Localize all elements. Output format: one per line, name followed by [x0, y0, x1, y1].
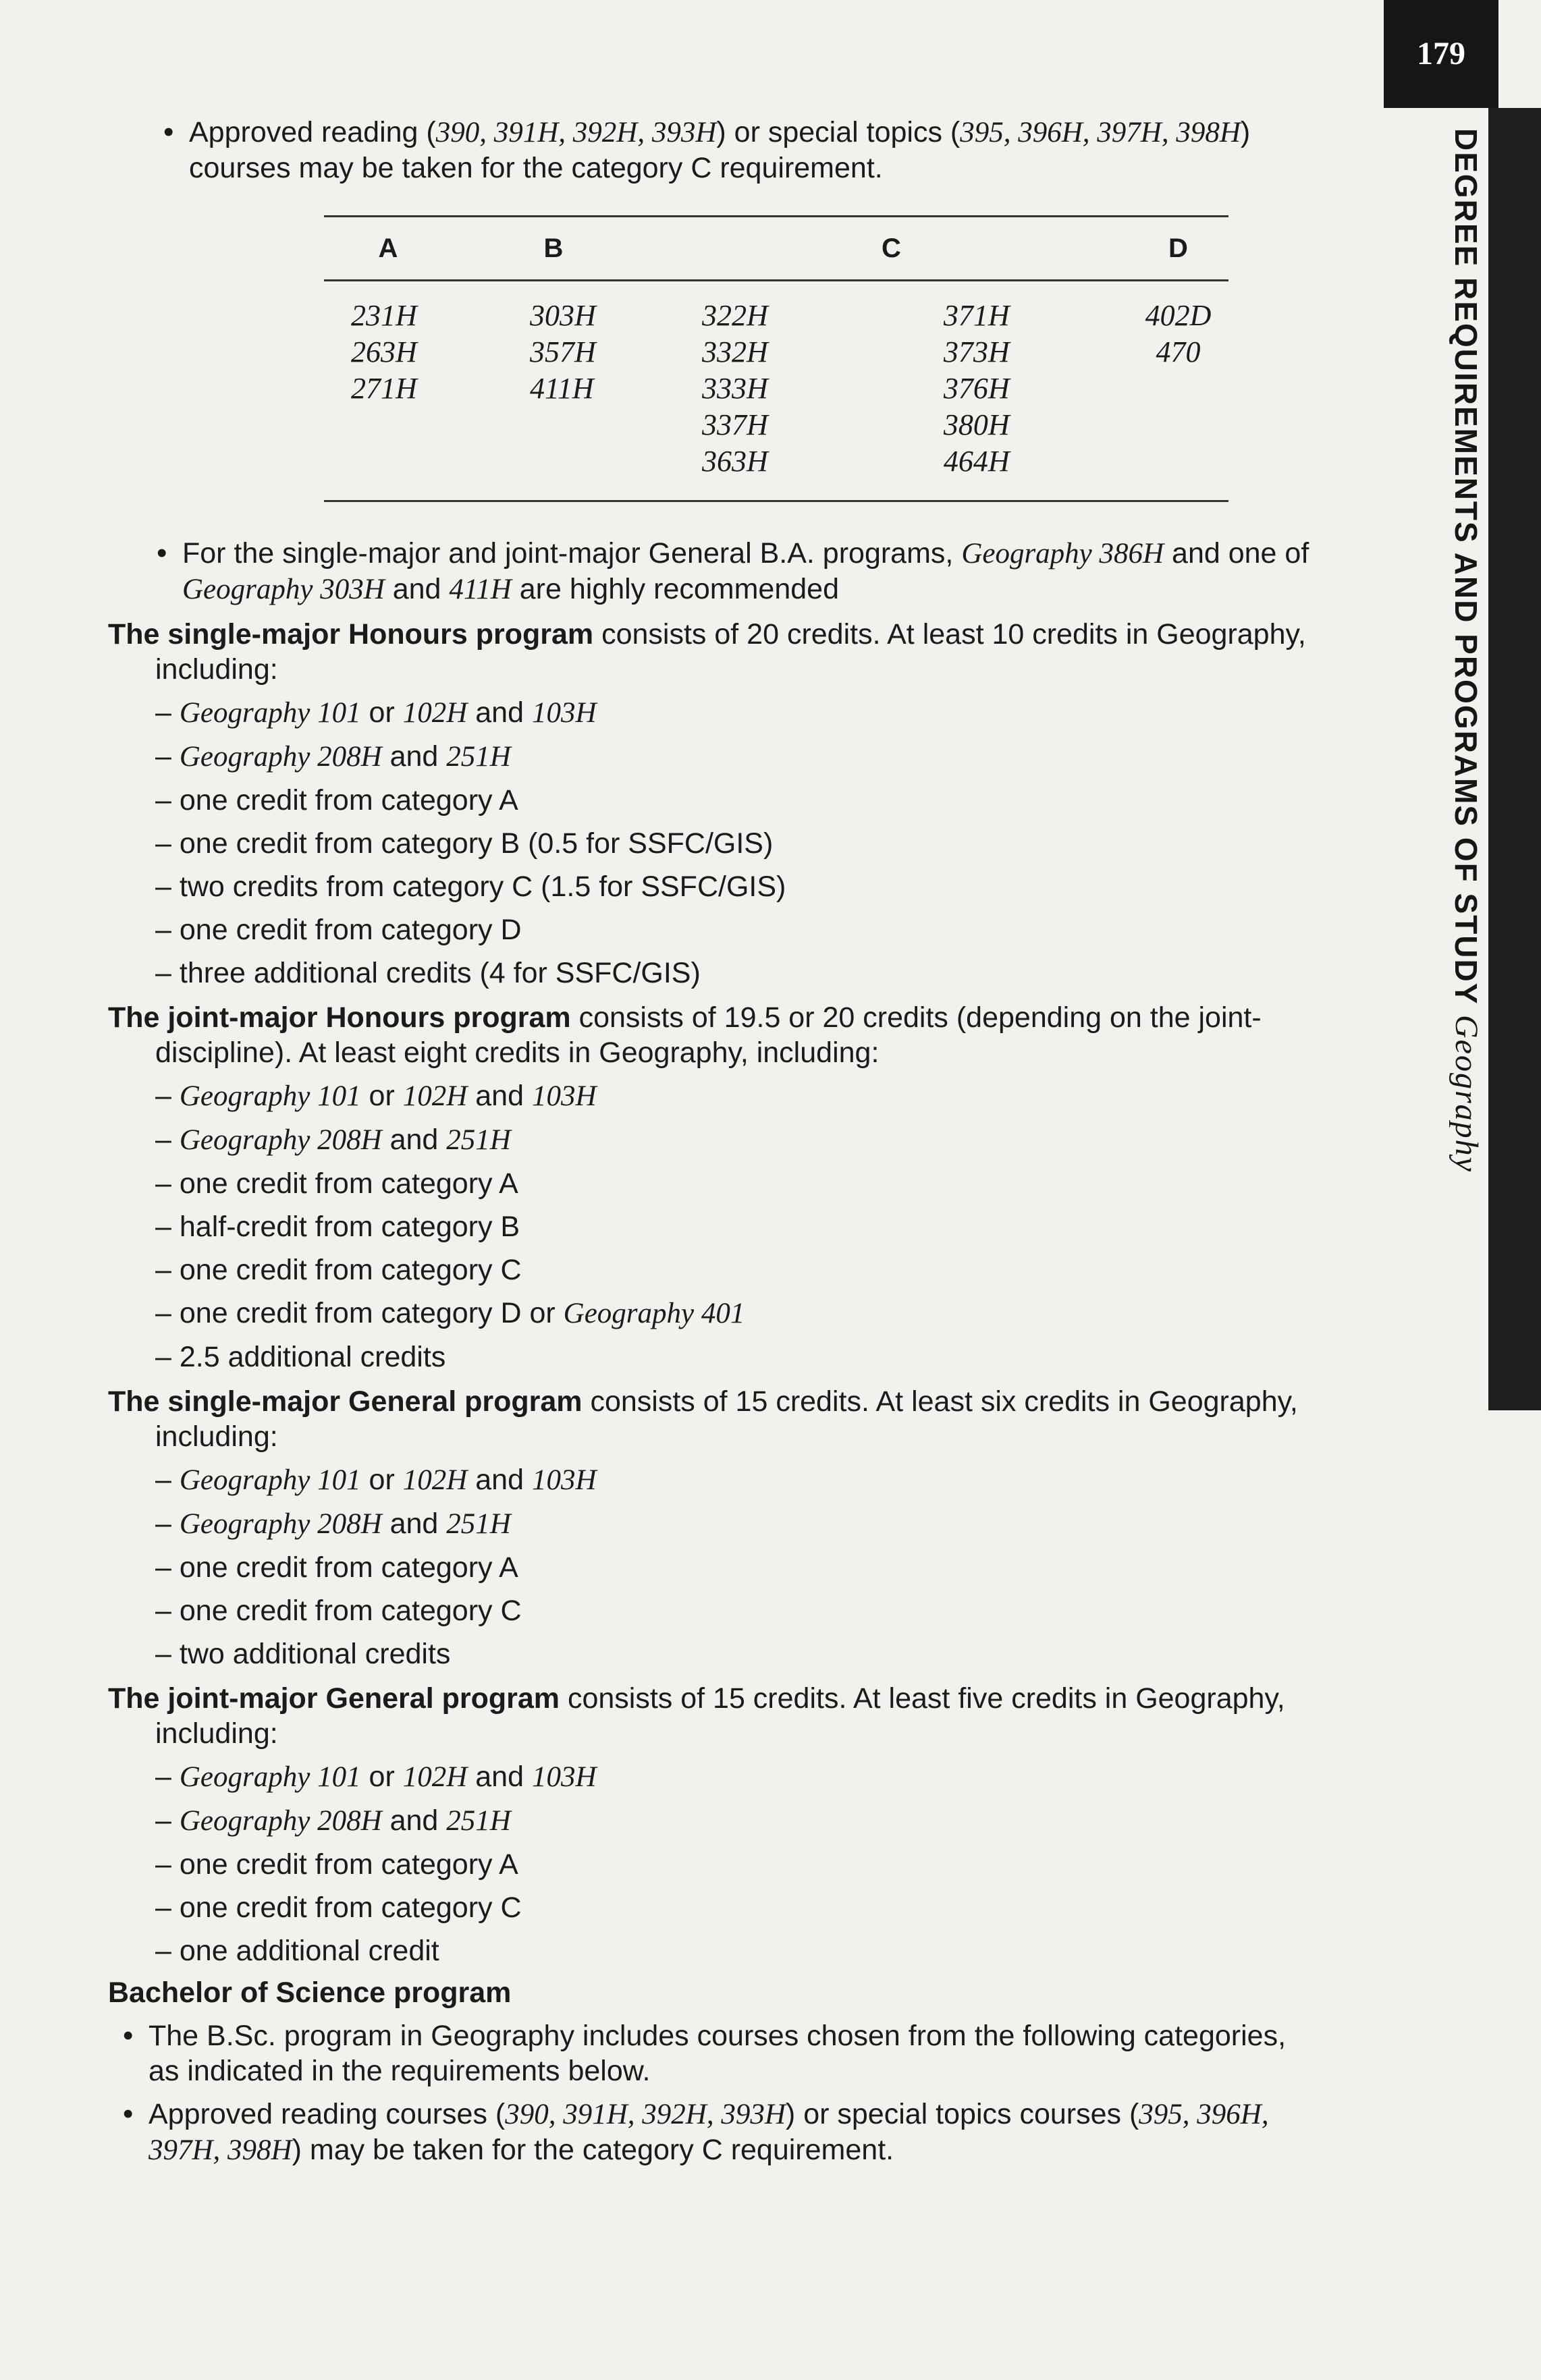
program-desc: consists of 19.5 or 20 credits (depending on the joint- [570, 1001, 1262, 1034]
text: Approved reading ( [189, 116, 436, 148]
program-joint-major-general [108, 1681, 1350, 1968]
bsc-heading: Bachelor of Science program [108, 1976, 512, 2009]
text-italic: 102H [402, 1761, 468, 1793]
text: one credit from category B (0.5 for SSFC/GIS) [179, 827, 774, 860]
text: and [381, 740, 447, 773]
text-italic: 390, 391H, 392H, 393H [435, 117, 717, 148]
text-italic: Geography 101 [179, 1080, 361, 1112]
program-title: The single-major General program [108, 1385, 583, 1418]
table-cell: 271H [351, 372, 417, 405]
text-italic: Geography 386H [961, 538, 1164, 570]
table-cell: 231H [351, 299, 417, 332]
list-item: – Geography 208H and 251H [155, 1507, 511, 1540]
table-col-b [452, 281, 655, 501]
text-italic: 102H [402, 1080, 468, 1112]
table-header-d: D [1128, 217, 1228, 281]
table-cell: 371H [943, 299, 1010, 332]
category-table [324, 215, 1228, 502]
text: and [467, 1761, 532, 1793]
table-cell: 337H [702, 408, 768, 441]
program-heading [108, 1681, 1350, 1716]
table-cell: 332H [702, 335, 768, 368]
program-heading [108, 1384, 1350, 1419]
text: two additional credits [179, 1638, 451, 1670]
text: two credits from category C (1.5 for SSFC/GIS) [179, 870, 786, 903]
table-col-c2 [923, 281, 1128, 501]
list-item: – one credit from category C [155, 1254, 522, 1286]
ba-bullet [142, 536, 1350, 607]
text-italic: Geography 208H [179, 741, 382, 773]
text-italic: 102H [402, 697, 468, 729]
intro-bullet [148, 115, 1350, 186]
program-heading [108, 1000, 1350, 1035]
text-italic: Geography 101 [179, 697, 361, 729]
text: and one of [1164, 537, 1309, 570]
text: one credit from category C [179, 1254, 522, 1286]
table-cell: 470 [1156, 335, 1201, 368]
text-italic: 103H [531, 1761, 597, 1793]
text: one credit from category A [179, 1167, 518, 1200]
table-col-c1 [655, 281, 923, 501]
program-joint-major-honours [108, 1000, 1350, 1375]
text-italic: Geography 101 [179, 1761, 361, 1793]
text: or [360, 696, 403, 729]
list-item: – one credit from category A [155, 784, 518, 817]
text: one credit from category A [179, 1551, 518, 1584]
text-italic: Geography 401 [563, 1298, 745, 1329]
list-item: – two additional credits [155, 1638, 451, 1670]
program-desc: consists of 15 credits. At least six credits in Geography, [582, 1385, 1298, 1418]
text: ) or special topics courses ( [785, 2098, 1139, 2130]
table-header-a: A [324, 217, 452, 281]
page-content [108, 115, 1350, 2168]
text-italic: 103H [531, 1080, 597, 1112]
table-cell: 376H [943, 372, 1010, 405]
program-desc: consists of 15 credits. At least five credits in Geography, [560, 1682, 1285, 1715]
text: For the single-major and joint-major General B.A. programs, [182, 537, 962, 570]
table-cell: 363H [702, 445, 768, 478]
table-header-c: C [655, 217, 1128, 281]
text: 2.5 additional credits [179, 1341, 446, 1373]
program-desc-cont: including: [155, 653, 278, 686]
text-italic: 395, 396H, 397H, 398H [960, 117, 1241, 148]
table-cell: 373H [943, 335, 1010, 368]
text: or [360, 1080, 403, 1112]
table-cell: 263H [351, 335, 417, 368]
program-title: The joint-major Honours program [108, 1001, 571, 1034]
list-item: – one credit from category D or Geography 401 [155, 1297, 745, 1329]
text: and [384, 573, 450, 605]
text-italic: Geography 208H [179, 1508, 382, 1540]
side-title-main: DEGREE REQUIREMENTS AND PROGRAMS OF STUDY [1449, 128, 1484, 1005]
list-item: – one credit from category D [155, 914, 522, 946]
list-item: – Geography 101 or 102H and 103H [155, 1464, 597, 1496]
text: or [360, 1464, 403, 1496]
table-cell: 303H [530, 299, 596, 332]
text-italic: 390, 391H, 392H, 393H [505, 2099, 786, 2130]
text: one credit from category A [179, 784, 518, 817]
text: one credit from category A [179, 1848, 518, 1881]
list-item: – one credit from category A [155, 1848, 518, 1881]
table-cell: 402D [1145, 299, 1212, 332]
side-tab-band [1488, 108, 1541, 1410]
table-cell: 333H [702, 372, 768, 405]
program-desc-cont: discipline). At least eight credits in Geography, including: [155, 1036, 880, 1069]
page-number: 179 [1384, 0, 1498, 108]
text: one credit from category C [179, 1891, 522, 1924]
list-item: – 2.5 additional credits [155, 1341, 446, 1373]
list-item: – half-credit from category B [155, 1211, 520, 1243]
text: ) [1240, 116, 1251, 148]
text: and [381, 1507, 447, 1540]
text: or [360, 1761, 403, 1793]
list-item: – one credit from category C [155, 1891, 522, 1924]
text: and [381, 1804, 447, 1837]
text-italic: Geography 303H [182, 574, 385, 605]
text-italic: 103H [531, 1464, 597, 1496]
list-item: – one additional credit [155, 1935, 439, 1967]
side-running-title [1397, 128, 1485, 1275]
program-single-major-general [108, 1384, 1350, 1671]
text-italic: 395, 396H, 397H, 398H [148, 2099, 1269, 2166]
program-heading [108, 617, 1350, 652]
side-title-sub: Geography [1449, 1015, 1484, 1173]
text-italic: 251H [446, 741, 511, 773]
text-italic: Geography 208H [179, 1124, 382, 1156]
text: ) or special topics ( [716, 116, 961, 148]
table-cell: 411H [530, 372, 594, 405]
text: ) may be taken for the category C requirement. [292, 2134, 894, 2166]
bsc-bullet-2 [108, 2097, 1296, 2168]
program-desc-cont: including: [155, 1717, 278, 1750]
text: one additional credit [179, 1935, 439, 1967]
text-italic: 251H [446, 1805, 511, 1837]
text: and [467, 1464, 532, 1496]
text: one credit from category D [179, 914, 522, 946]
text-italic: 411H [449, 574, 512, 605]
table-cell: 464H [943, 445, 1010, 478]
program-single-major-honours [108, 617, 1350, 991]
text-italic: Geography 101 [179, 1464, 361, 1496]
list-item: – three additional credits (4 for SSFC/GIS) [155, 957, 701, 989]
text: The B.Sc. program in Geography includes courses chosen from the following categories, as indicated in the requirements below. [148, 2020, 1287, 2087]
list-item: – Geography 101 or 102H and 103H [155, 1080, 597, 1112]
text: courses may be taken for the category C requirement. [189, 152, 883, 184]
list-item: – Geography 208H and 251H [155, 1124, 511, 1156]
text: and [467, 1080, 532, 1112]
list-item: – one credit from category B (0.5 for SSFC/GIS) [155, 827, 774, 860]
program-desc-cont: including: [155, 1420, 278, 1453]
text: one credit from category D or [179, 1297, 564, 1329]
text-italic: Geography 208H [179, 1805, 382, 1837]
text: Approved reading courses ( [148, 2098, 506, 2130]
program-title: The joint-major General program [108, 1682, 560, 1715]
list-item: – one credit from category A [155, 1167, 518, 1200]
table-cell: 357H [530, 335, 596, 368]
text-italic: 251H [446, 1508, 511, 1540]
table-header-b: B [452, 217, 655, 281]
list-item: – one credit from category C [155, 1595, 522, 1627]
bsc-bullet-1 [108, 2018, 1296, 2088]
table-col-a [324, 281, 452, 501]
table-cell: 380H [943, 408, 1010, 441]
list-item: – Geography 208H and 251H [155, 1804, 511, 1837]
list-item: – Geography 101 or 102H and 103H [155, 1761, 597, 1793]
text-italic: 102H [402, 1464, 468, 1496]
text: are highly recommended [511, 573, 839, 605]
list-item: – Geography 208H and 251H [155, 740, 511, 773]
program-title: The single-major Honours program [108, 618, 594, 651]
text: and [467, 696, 532, 729]
program-desc: consists of 20 credits. At least 10 credits in Geography, [593, 618, 1306, 651]
list-item: – one credit from category A [155, 1551, 518, 1584]
text: half-credit from category B [179, 1211, 520, 1243]
text: one credit from category C [179, 1595, 522, 1627]
table-col-d [1128, 281, 1228, 501]
text: three additional credits (4 for SSFC/GIS) [179, 957, 701, 989]
text-italic: 251H [446, 1124, 511, 1156]
list-item: – two credits from category C (1.5 for SSFC/GIS) [155, 870, 786, 903]
list-item: – Geography 101 or 102H and 103H [155, 696, 597, 729]
text-italic: 103H [531, 697, 597, 729]
text: and [381, 1124, 447, 1156]
table-cell: 322H [702, 299, 768, 332]
